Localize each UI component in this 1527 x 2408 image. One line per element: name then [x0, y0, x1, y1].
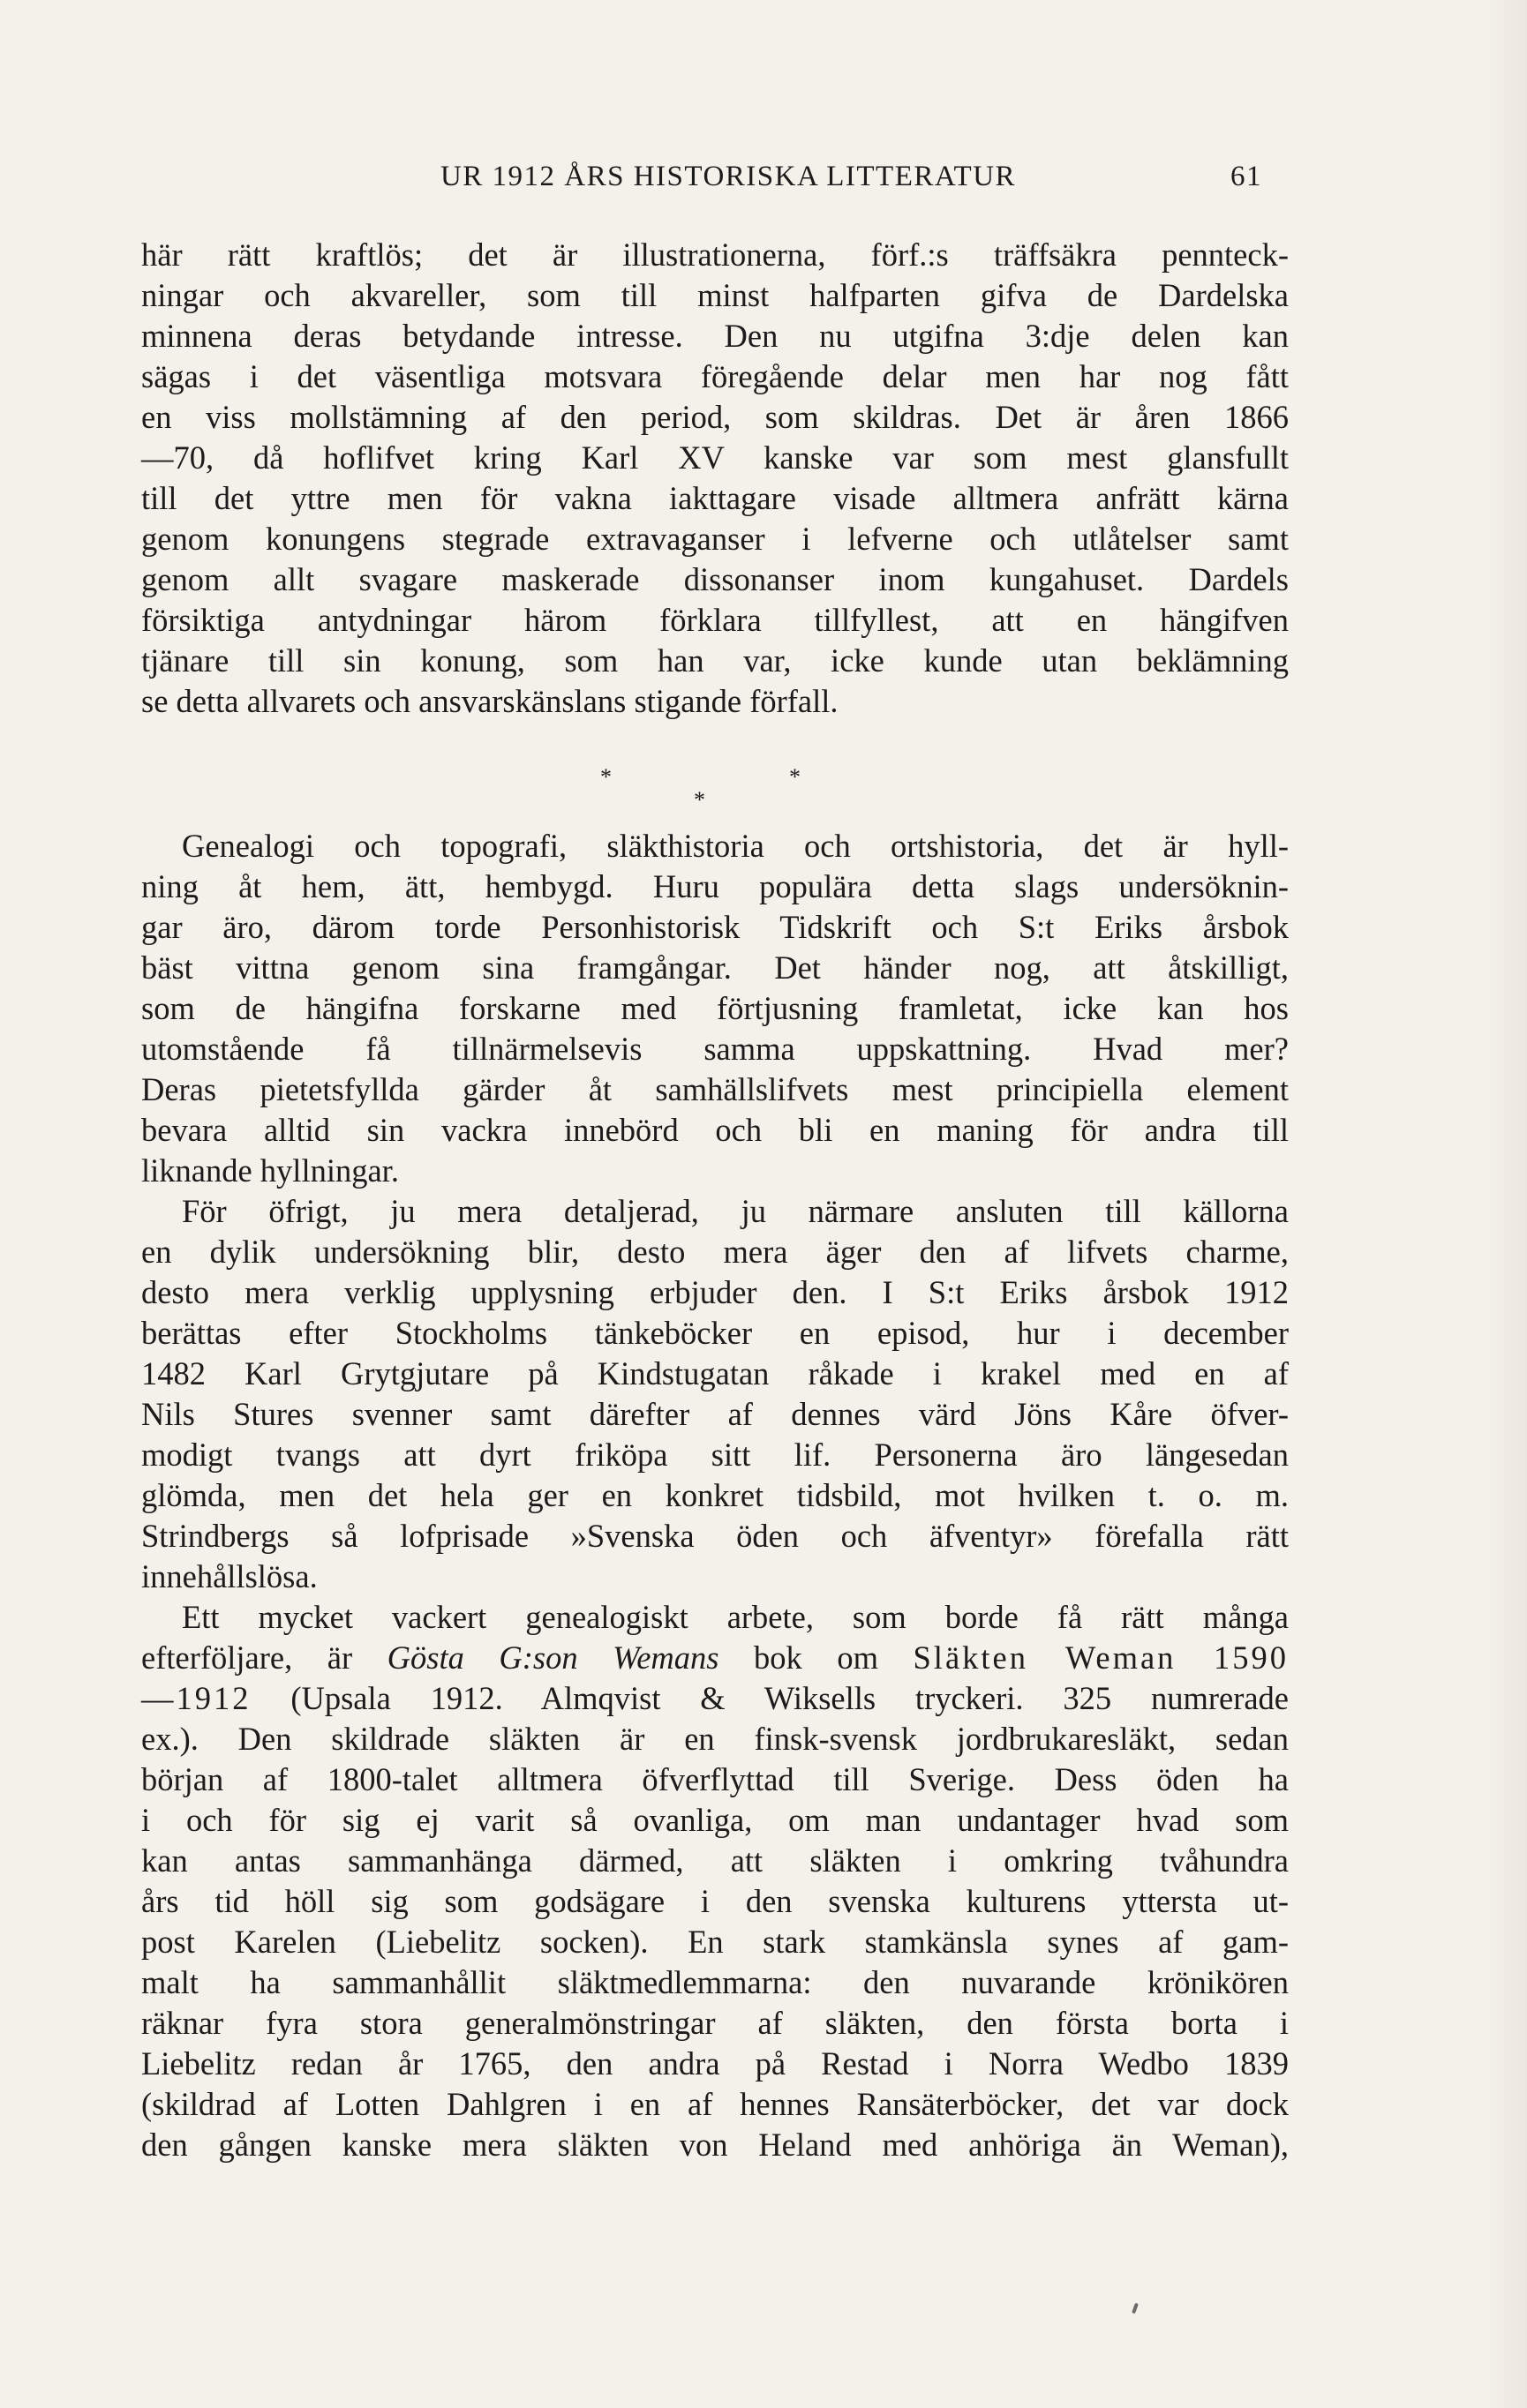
text-line: [141, 1678, 1289, 1719]
text-line: modigt tvangs att dyrt friköpa sitt lif. Personerna äro längesedan: [141, 1437, 1289, 1473]
text-line: Strindbergs så lofprisade »Svenska öden och äfventyr» förefalla rätt: [141, 1518, 1289, 1554]
text-line: liknande hyllningar.: [141, 1152, 399, 1189]
text-block: [141, 235, 1289, 2165]
text-line: 1482 Karl Grytgjutare på Kindstugatan råkade i krakel med en af: [141, 1355, 1289, 1392]
text-line: genom allt svagare maskerade dissonanser inom kungahuset. Dardels: [141, 561, 1289, 597]
text-line: Ett mycket vackert genealogiskt arbete, som borde få rätt många: [182, 1599, 1289, 1635]
text-line: desto mera verklig upplysning erbjuder den. I S:t Eriks årsbok 1912: [141, 1274, 1289, 1310]
text-line: som de hängifna forskarne med förtjusning framletat, icke kan hos: [141, 990, 1289, 1026]
running-head: [124, 161, 1262, 205]
text-line: —70, då hoflifvet kring Karl XV kanske var som mest glansfullt: [141, 439, 1289, 476]
text-line: post Karelen (Liebelitz socken). En stark stamkänsla synes af gam-: [141, 1924, 1289, 1960]
text-line: års tid höll sig som godsägare i den svenska kulturens yttersta ut-: [141, 1883, 1289, 1919]
text-line: minnena deras betydande intresse. Den nu utgifna 3:dje delen kan: [141, 318, 1289, 354]
text-line: Liebelitz redan år 1765, den andra på Restad i Norra Wedbo 1839: [141, 2045, 1289, 2082]
text-line: (skildrad af Lotten Dahlgren i en af hennes Ransäterböcker, det var dock: [141, 2086, 1289, 2122]
text-line: kan antas sammanhänga därmed, att släkten i omkring tvåhundra: [141, 1842, 1289, 1879]
separator-asterisk: *: [694, 787, 705, 813]
text-line: en dylik undersökning blir, desto mera äger den af lifvets charme,: [141, 1234, 1289, 1270]
text-line: ningar och akvareller, som till minst halfparten gifva de Dardelska: [141, 277, 1289, 313]
text-line: början af 1800-talet alltmera öfverflyttad till Sverige. Dess öden ha: [141, 1761, 1289, 1797]
text-segment: bok om: [718, 1639, 914, 1676]
text-line: utomstående få tillnärmelsevis samma uppskattning. Hvad mer?: [141, 1031, 1289, 1067]
text-line: sägas i det väsentliga motsvara föregående delar men har nog fått: [141, 358, 1289, 394]
section-separator: [141, 722, 1289, 826]
text-line: genom konungens stegrade extravaganser i lefverne och utlåtelser samt: [141, 521, 1289, 557]
text-line: gar äro, därom torde Personhistorisk Tidskrift och S:t Eriks årsbok: [141, 909, 1289, 945]
text-line: en viss mollstämning af den period, som skildras. Det är åren 1866: [141, 399, 1289, 435]
text-line: Nils Stures svenner samt därefter af dennes värd Jöns Kåre öfver-: [141, 1396, 1289, 1432]
separator-asterisk: *: [789, 764, 801, 790]
text-line: Genealogi och topografi, släkthistoria och ortshistoria, det är hyll-: [182, 828, 1289, 864]
text-line: bäst vittna genom sina framgångar. Det händer nog, att åtskilligt,: [141, 949, 1289, 986]
text-line: i och för sig ej varit så ovanliga, om man undantager hvad som: [141, 1802, 1289, 1838]
text-line: här rätt kraftlös; det är illustrationerna, förf.:s träffsäkra pennteck-: [141, 236, 1289, 273]
book-title: Släkten Weman 1590: [913, 1639, 1289, 1676]
pencil-mark: [1132, 2303, 1139, 2314]
text-line: berättas efter Stockholms tänkeböcker en episod, hur i december: [141, 1315, 1289, 1351]
text-line: till det yttre men för vakna iakttagare visade alltmera anfrätt kärna: [141, 480, 1289, 516]
text-line: räknar fyra stora generalmönstringar af släkten, den första borta i: [141, 2005, 1289, 2041]
separator-asterisk: *: [600, 764, 612, 790]
text-line: Deras pietetsfyllda gärder åt samhällslifvets mest principiella element: [141, 1071, 1289, 1107]
running-title: UR 1912 ÅRS HISTORISKA LITTERATUR: [440, 161, 1017, 192]
text-line: se detta allvarets och ansvarskänslans stigande förfall.: [141, 683, 839, 719]
author-name: Gösta G:son Wemans: [387, 1639, 719, 1676]
text-segment: efterföljare, är: [141, 1639, 387, 1676]
text-line: ex.). Den skildrade släkten är en finsk-svensk jordbrukaresläkt, sedan: [141, 1721, 1289, 1757]
text-segment: (Upsala 1912. Almqvist & Wiksells tryckeri. 325 numrerade: [251, 1680, 1289, 1716]
text-line: tjänare till sin konung, som han var, icke kunde utan beklämning: [141, 642, 1289, 679]
book-title: —1912: [141, 1680, 252, 1716]
text-line: bevara alltid sin vackra innebörd och bli en maning för andra till: [141, 1112, 1289, 1148]
text-line: den gången kanske mera släkten von Heland med anhöriga än Weman),: [141, 2127, 1289, 2163]
text-line: försiktiga antydningar härom förklara tillfyllest, att en hängifven: [141, 602, 1289, 638]
text-line: innehållslösa.: [141, 1558, 318, 1594]
text-line: malt ha sammanhållit släktmedlemmarna: den nuvarande krönikören: [141, 1964, 1289, 2000]
text-line: glömda, men det hela ger en konkret tidsbild, mot hvilken t. o. m.: [141, 1477, 1289, 1513]
text-line: [141, 1638, 1289, 1678]
text-line: ning åt hem, ätt, hembygd. Huru populära detta slags undersöknin-: [141, 868, 1289, 904]
text-line: För öfrigt, ju mera detaljerad, ju närmare ansluten till källorna: [182, 1193, 1289, 1229]
page-edge: [1488, 0, 1527, 2408]
page-number: 61: [1230, 161, 1262, 192]
